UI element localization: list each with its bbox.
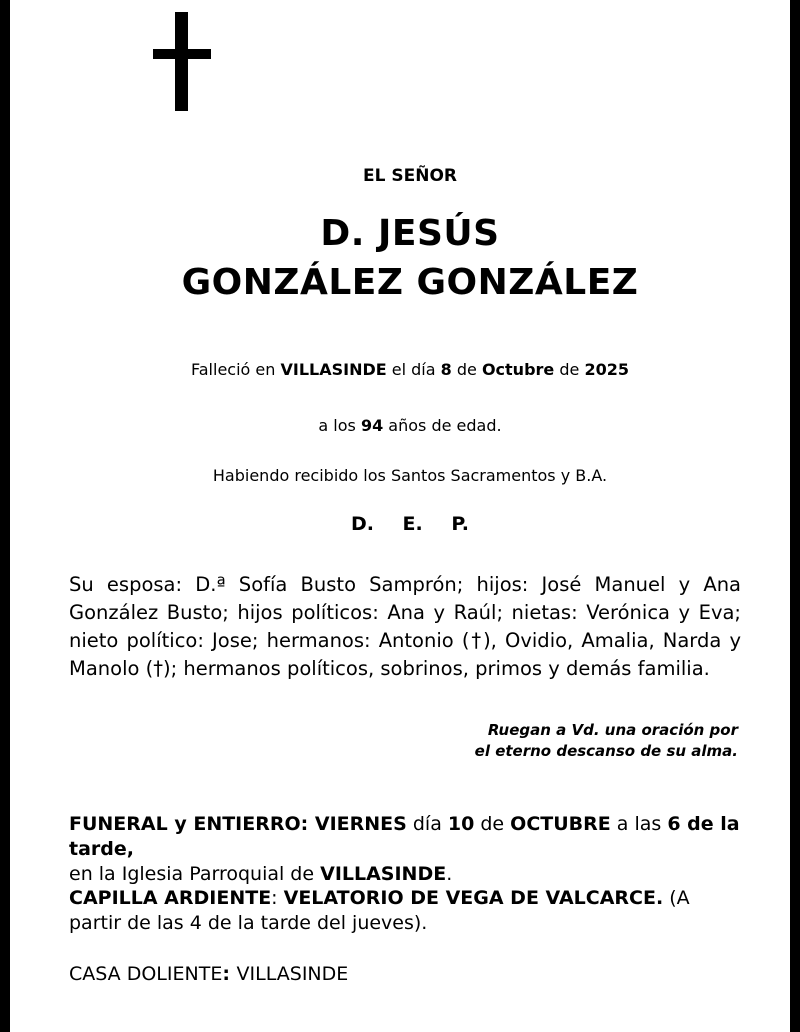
- prayer-request: [475, 720, 738, 762]
- prayer-line-1: Ruegan a Vd. una oración por: [487, 721, 738, 739]
- funeral-label: FUNERAL y ENTIERRO: VIERNES: [69, 813, 407, 835]
- funeral-place: VILLASINDE: [320, 863, 447, 885]
- capilla-info: CAPILLA ARDIENTE: VELATORIO DE VEGA DE VALCARCE. (A partir de las 4 de la tarde del jueves).: [69, 887, 690, 934]
- funeral-time: 6 de la tarde,: [69, 813, 740, 860]
- casa-value: VILLASINDE: [236, 963, 349, 985]
- honorific-title: EL SEÑOR: [363, 166, 457, 186]
- death-place: VILLASINDE: [280, 360, 387, 379]
- funeral-month: OCTUBRE: [510, 813, 611, 835]
- deceased-name-line2: GONZÁLEZ GONZÁLEZ: [181, 262, 639, 303]
- death-day: 8: [440, 360, 452, 379]
- age-info: a los 94 años de edad.: [318, 416, 502, 435]
- casa-label: CASA DOLIENTE: [69, 963, 223, 985]
- dep-line: D. E. P.: [350, 513, 470, 535]
- death-year: 2025: [584, 360, 629, 379]
- prayer-line-2: el eterno descanso de su alma.: [474, 742, 738, 760]
- latin-cross-icon: [153, 12, 211, 111]
- family-paragraph: Su esposa: D.ª Sofía Busto Samprón; hijos: José Manuel y Ana González Busto; hijos políticos: Ana y Raúl; nietas: Verónica y Eva; nieto político: Jose; hermanos: Antonio (†), Ovidio, Amalia, Narda y Manolo (†); hermanos políticos, sobrinos, primos y demás familia.: [69, 573, 741, 680]
- obituary-page: [10, 0, 790, 1032]
- sacraments-line: Habiendo recibido los Santos Sacramentos y B.A.: [212, 466, 608, 485]
- capilla-label: CAPILLA ARDIENTE: [69, 887, 272, 909]
- funeral-info: FUNERAL y ENTIERRO: VIERNES día 10 de OCTUBRE a las 6 de la tarde, en la Iglesia Parroquial de VILLASINDE.: [69, 813, 740, 885]
- casa-doliente: CASA DOLIENTE: VILLASINDE: [69, 963, 349, 985]
- deceased-name-line1: D. JESÚS: [320, 213, 500, 254]
- death-month: Octubre: [481, 360, 555, 379]
- capilla-place: VELATORIO DE VEGA DE VALCARCE.: [283, 887, 664, 909]
- death-info: Falleció en VILLASINDE el día 8 de Octubre de 2025: [191, 360, 629, 379]
- age-value: 94: [360, 416, 384, 435]
- funeral-day: 10: [447, 813, 475, 835]
